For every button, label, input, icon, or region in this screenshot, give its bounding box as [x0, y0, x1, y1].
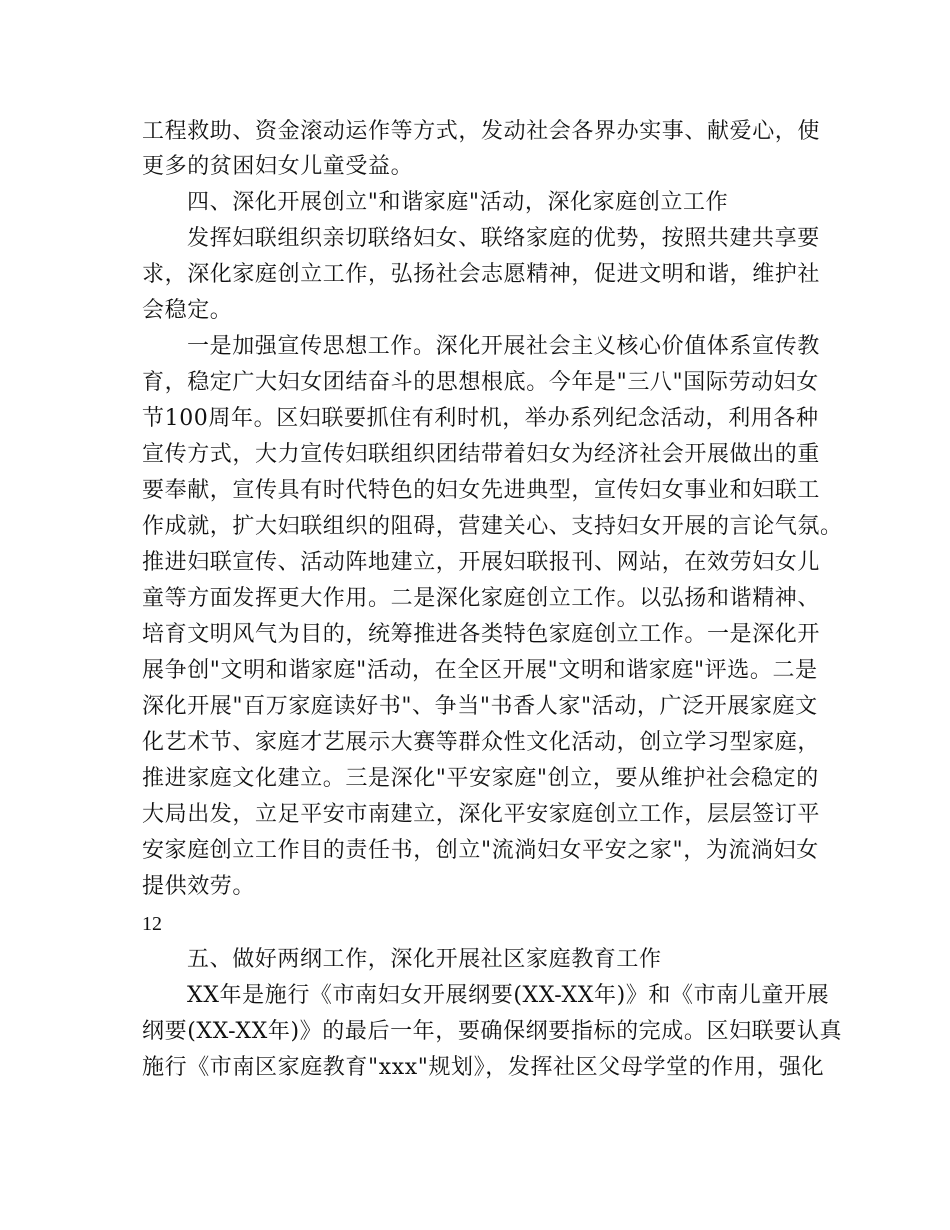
body-text-line: 宣传方式，大力宣传妇联组织团结带着妇女为经济社会开展做出的重 — [142, 442, 821, 467]
body-text-line: 推进家庭文化建立。三是深化"平安家庭"创立，要从维护社会稳定的 — [142, 766, 819, 791]
body-text-line: 培育文明风气为目的，统筹推进各类特色家庭创立工作。一是深化开 — [142, 622, 821, 647]
body-text-line: 提供效劳。 — [142, 874, 256, 899]
paragraph-start: 发挥妇联组织亲切联络妇女、联络家庭的优势，按照共建共享要 — [187, 226, 820, 251]
body-text-line: 推进妇联宣传、活动阵地建立，开展妇联报刊、网站，在效劳妇女儿 — [142, 550, 821, 575]
body-text-line: 求，深化家庭创立工作，弘扬社会志愿精神，促进文明和谐，维护社 — [142, 262, 821, 287]
paragraph-start: 一是加强宣传思想工作。深化开展社会主义核心价值体系宣传教 — [187, 334, 820, 359]
body-text-line: 节100周年。区妇联要抓住有利时机，举办系列纪念活动，利用各种 — [142, 406, 819, 431]
body-text-line: 深化开展"百万家庭读好书"、争当"书香人家"活动，广泛开展家庭文 — [142, 694, 818, 719]
body-text-line: 工程救助、资金滚动运作等方式，发动社会各界办实事、献爱心，使 — [142, 119, 821, 144]
body-text-line: 会稳定。 — [142, 298, 233, 323]
body-text-line: 安家庭创立工作目的责任书，创立"流淌妇女平安之家"，为流淌妇女 — [142, 838, 819, 863]
body-text-line: 育，稳定广大妇女团结奋斗的思想根底。今年是"三八"国际劳动妇女 — [142, 370, 819, 395]
page-number: 12 — [142, 913, 162, 935]
body-text-line: 施行《市南区家庭教育"xxx"规划》，发挥社区父母学堂的作用，强化 — [142, 1055, 825, 1080]
body-text-line: 展争创"文明和谐家庭"活动，在全区开展"文明和谐家庭"评选。二是 — [142, 658, 818, 683]
body-text-line: 化艺术节、家庭才艺展示大赛等群众性文化活动，创立学习型家庭， — [142, 730, 821, 755]
body-text-line: 童等方面发挥更大作用。二是深化家庭创立工作。以弘扬和谐精神、 — [142, 586, 821, 611]
body-text-line: 大局出发，立足平安市南建立，深化平安家庭创立工作，层层签订平 — [142, 802, 821, 827]
section-heading: 五、做好两纲工作，深化开展社区家庭教育工作 — [187, 947, 662, 972]
section-heading: 四、深化开展创立"和谐家庭"活动，深化家庭创立工作 — [187, 190, 729, 215]
body-text-line: 更多的贫困妇女儿童受益。 — [142, 154, 414, 179]
body-text-line: 作成就，扩大妇联组织的阻碍，营建关心、支持妇女开展的言论气氛。 — [142, 514, 843, 539]
paragraph-start: XX年是施行《市南妇女开展纲要(XX-XX年)》和《市南儿童开展 — [187, 983, 830, 1008]
body-text-line: 要奉献，宣传具有时代特色的妇女先进典型，宣传妇女事业和妇联工 — [142, 478, 821, 503]
body-text-line: 纲要(XX-XX年)》的最后一年，要确保纲要指标的完成。区妇联要认真 — [142, 1019, 843, 1044]
